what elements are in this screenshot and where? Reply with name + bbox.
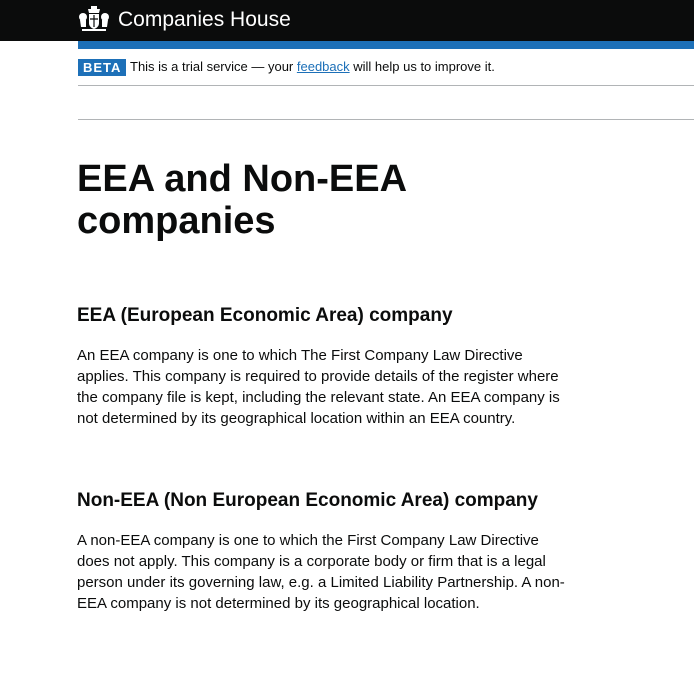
site-header: [0, 0, 694, 41]
section-heading-non-eea: Non-EEA (Non European Economic Area) company: [77, 490, 538, 511]
section-body-eea: An EEA company is one to which The First Company Law Directive applies. This company is required to provide details of the register where the company file is kept, including the relevant state. An EEA company is not determined by its geographical location within an EEA country.: [77, 347, 560, 427]
phase-banner-text: [130, 58, 495, 76]
header-accent-bar: [78, 41, 694, 49]
beta-tag: BETA: [78, 59, 126, 76]
phase-text-before: This is a trial service — your: [130, 59, 297, 74]
section-divider: [78, 119, 694, 120]
brand-name[interactable]: Companies House: [118, 8, 291, 31]
section-heading-eea: EEA (European Economic Area) company: [77, 305, 453, 326]
phase-text-after: will help us to improve it.: [349, 59, 495, 74]
page-title: EEA and Non-EEA companies: [77, 158, 406, 242]
royal-coat-of-arms-icon: [78, 4, 110, 34]
section-body-non-eea: A non-EEA company is one to which the First Company Law Directive does not apply. This company is a corporate body or firm that is a legal person under its governing law, e.g. a Limited Liability Partnership. A non-EEA company is not determined by its geographical location.: [77, 532, 565, 612]
feedback-link[interactable]: feedback: [296, 59, 350, 74]
phase-banner: [78, 56, 694, 86]
